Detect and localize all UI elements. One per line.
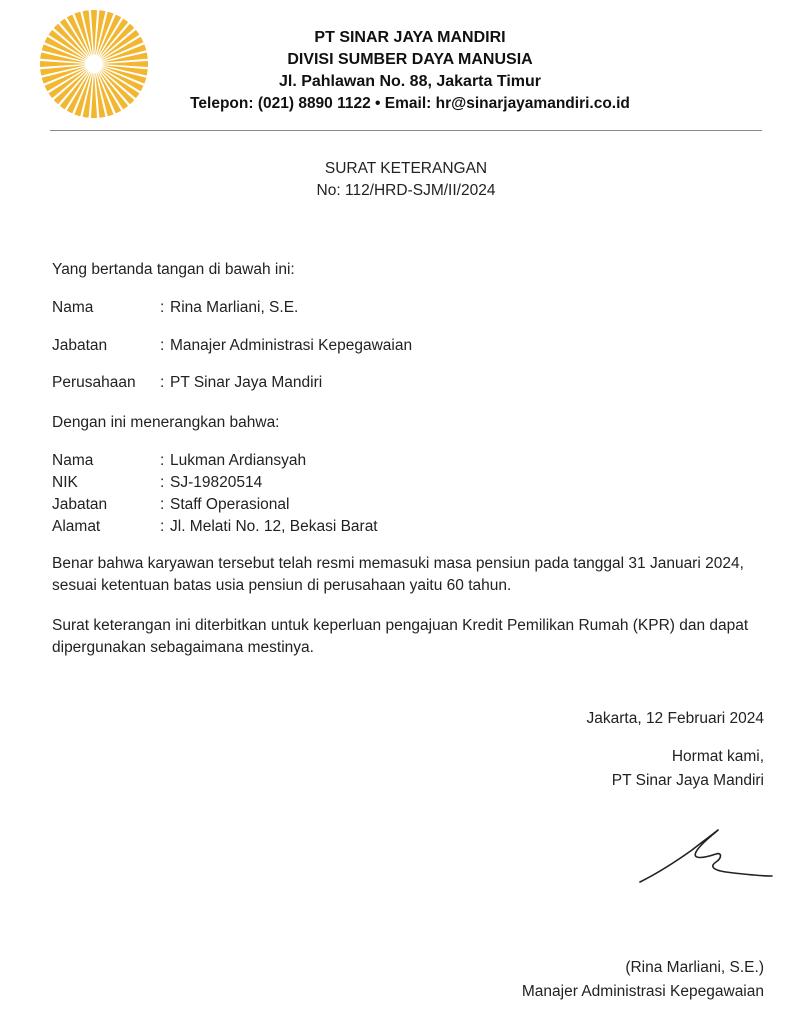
field-value: PT Sinar Jaya Mandiri <box>170 374 323 391</box>
field-value: Staff Operasional <box>170 496 290 513</box>
letter-title-block <box>0 158 812 202</box>
employee-row-name <box>52 450 306 472</box>
field-value: Manajer Administrasi Kepegawaian <box>170 337 413 354</box>
field-value: Lukman Ardiansyah <box>170 452 307 469</box>
closing-company: PT Sinar Jaya Mandiri <box>611 772 764 789</box>
employee-row-address <box>52 516 378 538</box>
declaration-text: Dengan ini menerangkan bahwa: <box>52 414 280 431</box>
field-separator: : <box>160 299 165 316</box>
intro-text: Yang bertanda tangan di bawah ini: <box>52 261 295 278</box>
company-name: PT SINAR JAYA MANDIRI <box>314 29 506 46</box>
signer-title: Manajer Administrasi Kepegawaian <box>521 983 764 1000</box>
field-label: Perusahaan <box>52 374 136 391</box>
employee-row-nik <box>52 472 262 494</box>
field-label: Nama <box>52 452 94 469</box>
handwritten-signature <box>630 820 780 895</box>
field-separator: : <box>160 452 165 469</box>
letterhead <box>150 27 670 115</box>
field-value: SJ-19820514 <box>170 474 263 491</box>
letter-number: No: 112/HRD-SJM/II/2024 <box>316 182 496 199</box>
signer-row-company <box>52 372 322 394</box>
field-label: Nama <box>52 299 94 316</box>
field-label: Jabatan <box>52 496 108 513</box>
division-name: DIVISI SUMBER DAYA MANUSIA <box>287 51 533 68</box>
field-separator: : <box>160 496 165 513</box>
header-divider <box>50 130 762 131</box>
field-value: Jl. Melati No. 12, Bekasi Barat <box>170 518 378 535</box>
company-address: Jl. Pahlawan No. 88, Jakarta Timur <box>278 73 542 90</box>
field-separator: : <box>160 518 165 535</box>
closing-greeting: Hormat kami, <box>671 748 764 765</box>
field-separator: : <box>160 337 165 354</box>
sunburst-logo-icon <box>38 8 150 120</box>
field-label: Alamat <box>52 518 101 535</box>
signer-row-name <box>52 297 298 319</box>
company-contact: Telepon: (021) 8890 1122 • Email: hr@sinarjayamandiri.co.id <box>190 95 630 112</box>
field-label: Jabatan <box>52 337 108 354</box>
field-value: Rina Marliani, S.E. <box>170 299 299 316</box>
body-paragraph-purpose: Surat keterangan ini diterbitkan untuk keperluan pengajuan Kredit Pemilikan Rumah (KPR) dan dapat dipergunakan sebagaimana mestinya. <box>52 617 749 656</box>
body-paragraph-retirement: Benar bahwa karyawan tersebut telah resmi memasuki masa pensiun pada tanggal 31 Januari 2024, sesuai ketentuan batas usia pensiun di perusahaan yaitu 60 tahun. <box>52 555 744 594</box>
field-separator: : <box>160 474 165 491</box>
field-separator: : <box>160 374 165 391</box>
signer-row-position <box>52 335 412 357</box>
employee-row-position <box>52 494 289 516</box>
field-label: NIK <box>52 474 78 491</box>
letter-title: SURAT KETERANGAN <box>324 160 488 177</box>
place-date: Jakarta, 12 Februari 2024 <box>586 710 764 727</box>
signer-name: (Rina Marliani, S.E.) <box>625 959 764 976</box>
